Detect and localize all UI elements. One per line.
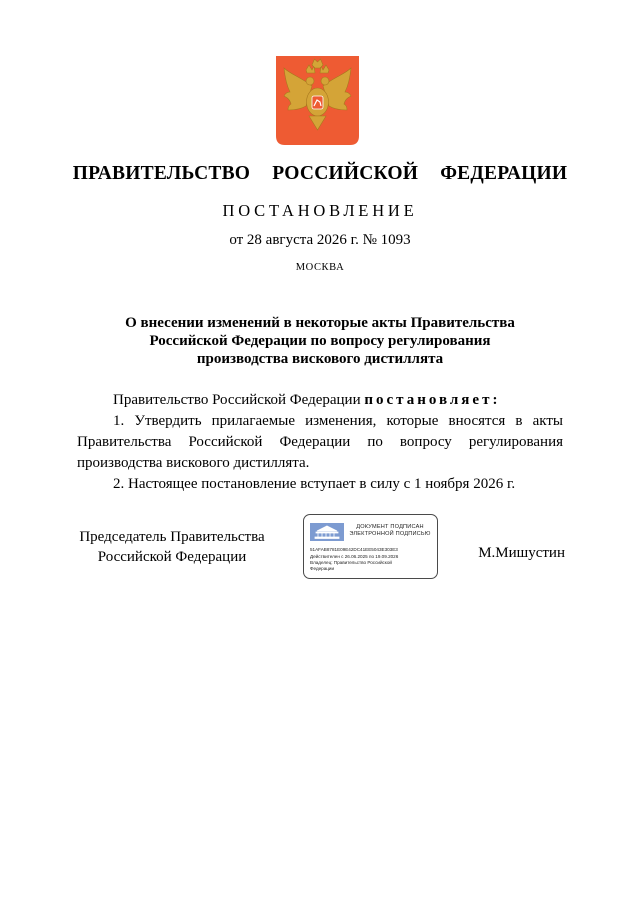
signatory-position: [72, 527, 272, 567]
position-line: Председатель Правительства: [79, 529, 265, 545]
government-title: ПРАВИТЕЛЬСТВО РОССИЙСКОЙ ФЕДЕРАЦИИ: [72, 163, 568, 184]
preamble-text: Правительство Российской Федерации: [113, 392, 361, 408]
government-building-icon: [310, 523, 344, 541]
heading-line: О внесении изменений в некоторые акты Правительства: [125, 315, 515, 331]
stamp-heading-line: ДОКУМЕНТ ПОДПИСАН: [356, 524, 424, 530]
eagle-left-head: [306, 77, 314, 85]
stamp-validity: Действителен с 26.06.2025 по 19.09.2026: [310, 554, 399, 559]
stamp-heading-line: ЭЛЕКТРОННОЙ ПОДПИСЬЮ: [349, 531, 431, 537]
eagle-right-head: [321, 77, 329, 85]
russian-coat-of-arms-icon: [276, 56, 359, 145]
document-heading: [80, 314, 560, 368]
electronic-signature-stamp: [303, 514, 438, 579]
document-city: МОСКВА: [295, 262, 345, 273]
document-date-number: от 28 августа 2026 г. № 1093: [229, 232, 411, 248]
document-body: [77, 390, 563, 495]
heading-line: Российской Федерации по вопросу регулирования: [149, 333, 491, 349]
stamp-owner: Владелец: Правительство Российской: [310, 560, 392, 565]
stamp-heading: [344, 524, 436, 538]
heading-line: производства вискового дистиллята: [196, 351, 444, 367]
stamp-owner: Федерации: [310, 566, 335, 571]
item-1: 1. Утвердить прилагаемые изменения, которые вносятся в акты Правительства Российской Федерации по вопросу регулирования производства вискового дистиллята.: [77, 413, 563, 471]
preamble-paragraph: [77, 390, 563, 411]
position-line: Российской Федерации: [97, 549, 247, 565]
document-type: ПОСТАНОВЛЕНИЕ: [222, 201, 418, 220]
stamp-serial: 51AFAB8781E09E42DC41EE5043E303E3: [310, 547, 398, 552]
signatory-name: М.Мишустин: [478, 545, 565, 561]
decree-word: постановляет:: [364, 392, 501, 408]
chest-shield: [312, 96, 323, 109]
item-2: 2. Настоящее постановление вступает в силу с 1 ноября 2026 г.: [113, 476, 516, 492]
